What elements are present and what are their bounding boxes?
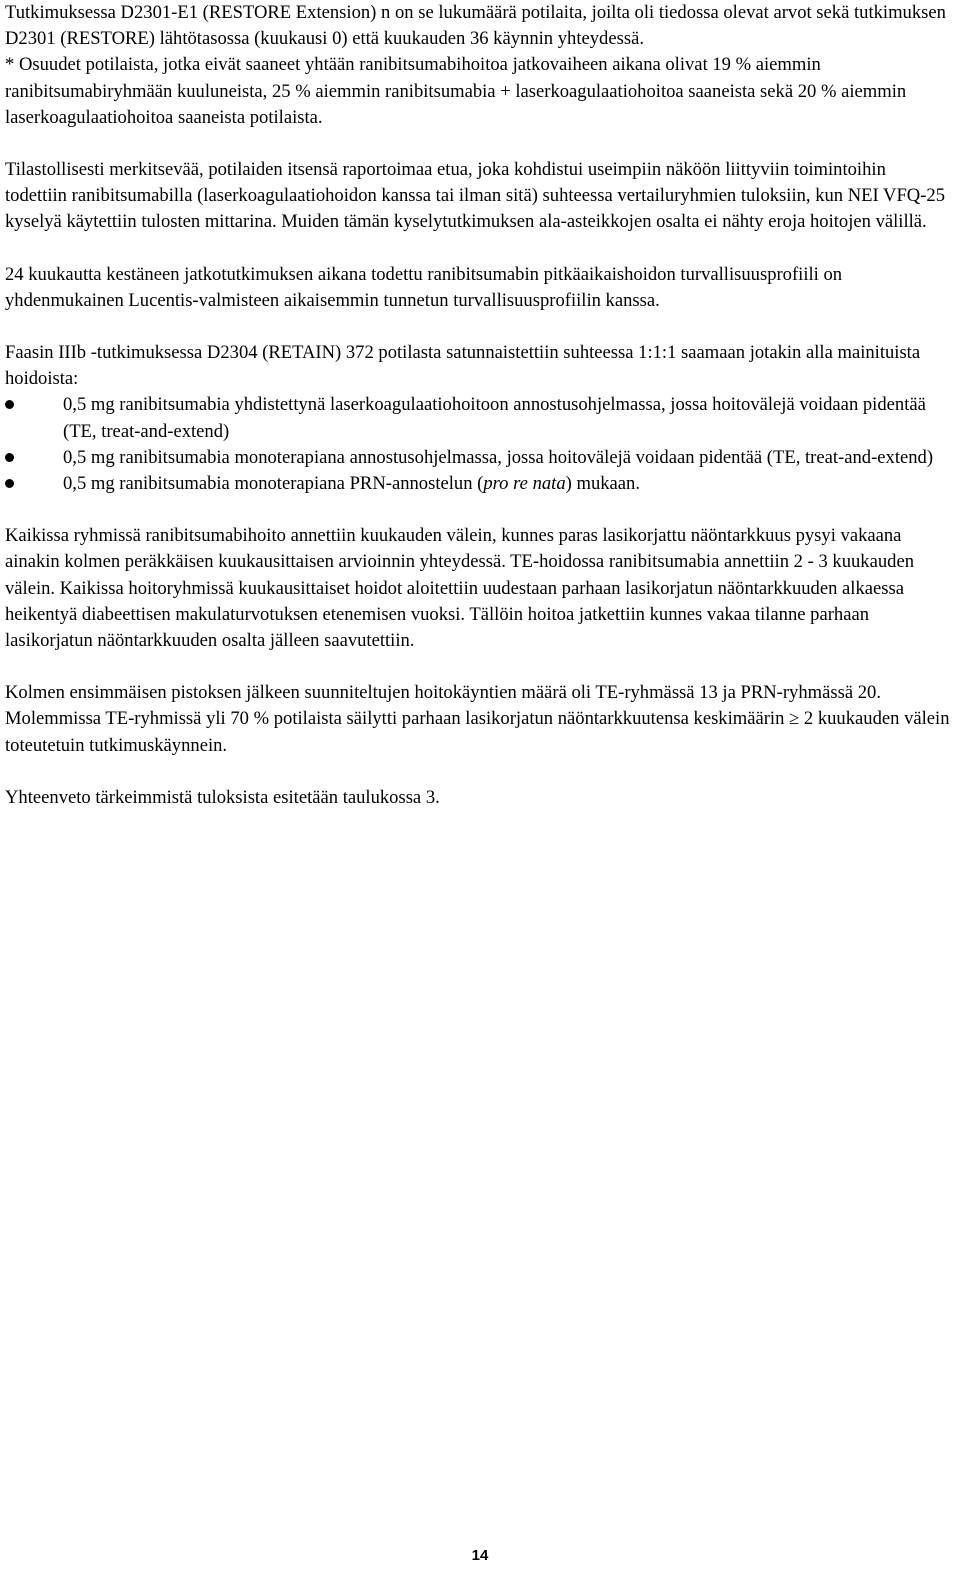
page-number: 14 bbox=[471, 1547, 489, 1564]
bullet-icon bbox=[5, 479, 14, 488]
restore-extension-note: Tutkimuksessa D2301-E1 (RESTORE Extension) n on se lukumäärä potilaita, joilta oli tiedossa olevat arvot sekä tutkimuksen D2301 (RESTORE) lähtötasossa (kuukausi 0) että kuukauden 36 käynnin yhteydessä. bbox=[5, 2, 946, 50]
summary-paragraph: Yhteenveto tärkeimmistä tuloksista esitetään taulukossa 3. bbox=[5, 786, 440, 808]
list-item-text bbox=[63, 473, 640, 494]
list-item bbox=[5, 471, 950, 497]
restore-extension-notes bbox=[5, 0, 950, 131]
bullet-icon bbox=[5, 400, 14, 409]
document-page bbox=[5, 0, 950, 837]
safety-paragraph: 24 kuukautta kestäneen jatkotutkimuksen aikana todettu ranibitsumabin pitkäaikaishoidon turvallisuusprofiili on yhdenmukainen Lucentis-valmisteen aikaisemmin tunnetun turvallisuusprofiilin kanssa. bbox=[5, 263, 843, 311]
list-item-text-end: ) mukaan. bbox=[565, 473, 640, 495]
list-item bbox=[5, 445, 950, 471]
bullet-icon bbox=[5, 453, 14, 462]
treatment-list bbox=[5, 392, 950, 497]
list-item bbox=[5, 392, 950, 444]
list-item-text-start: 0,5 mg ranibitsumabia monoterapiana PRN-annostelun ( bbox=[63, 473, 484, 495]
retain-intro-paragraph: Faasin IIIb -tutkimuksessa D2304 (RETAIN) 372 potilasta satunnaistettiin suhteessa 1:1:1 saamaan jotakin alla mainituista hoidoista: bbox=[5, 342, 921, 390]
nei-vfq-paragraph: Tilastollisesti merkitsevää, potilaiden itsensä raportoimaa etua, joka kohdistui useimpiin näköön liittyviin toimintoihin todettiin ranibitsumabilla (laserkoagulaatiohoidon kanssa tai ilman sitä) suhteessa vertailuryhmien tuloksiin, kun NEI VFQ-25 kyselyä käytettiin tulosten mittarina. Muiden tämän kyselytutkimuksen ala-asteikkojen osalta ei nähty eroja hoitojen välillä. bbox=[5, 159, 946, 233]
list-item-text-italic: pro re nata bbox=[483, 473, 566, 495]
list-item-text: 0,5 mg ranibitsumabia yhdistettynä laserkoagulaatiohoitoon annostusohjelmassa, jossa hoitovälejä voidaan pidentää (TE, treat-and-extend) bbox=[63, 394, 926, 442]
visits-paragraph: Kolmen ensimmäisen pistoksen jälkeen suunniteltujen hoitokäyntien määrä oli TE-ryhmässä 13 ja PRN-ryhmässä 20. Molemmissa TE-ryhmissä yli 70 % potilaista säilytti parhaan lasikorjatun näöntarkkuutensa keskimäärin ≥ 2 kuukauden välein toteutetuin tutkimuskäynnein. bbox=[5, 682, 950, 756]
monthly-treatment-paragraph: Kaikissa ryhmissä ranibitsumabihoito annettiin kuukauden välein, kunnes paras lasikorjattu näöntarkkuus pysyi vakaana ainakin kolmen peräkkäisen kuukausittaisen arvioinnin yhteydessä. TE-hoidossa ranibitsumabia annettiin 2 - 3 kuukauden välein. Kaikissa hoitoryhmissä kuukausittaiset hoidot aloitettiin uudestaan parhaan lasikorjatun näöntarkkuuden alkaessa heikentyä diabeettisen makulaturvotuksen etenemisen vuoksi. Tällöin hoitoa jatkettiin kunnes vakaa tilanne parhaan lasikorjatun näöntarkkuuden osalta jälleen saavutettiin. bbox=[5, 525, 914, 652]
list-item-text: 0,5 mg ranibitsumabia monoterapiana annostusohjelmassa, jossa hoitovälejä voidaan pidentää (TE, treat-and-extend) bbox=[63, 446, 934, 468]
footnote: * Osuudet potilaista, jotka eivät saaneet yhtään ranibitsumabihoitoa jatkovaiheen aikana olivat 19 % aiemmin ranibitsumabiryhmään kuuluneista, 25 % aiemmin ranibitsumabia + laserkoagulaatiohoitoa saaneista sekä 20 % aiemmin laserkoagulaatiohoitoa saaneista potilaista. bbox=[5, 54, 907, 128]
